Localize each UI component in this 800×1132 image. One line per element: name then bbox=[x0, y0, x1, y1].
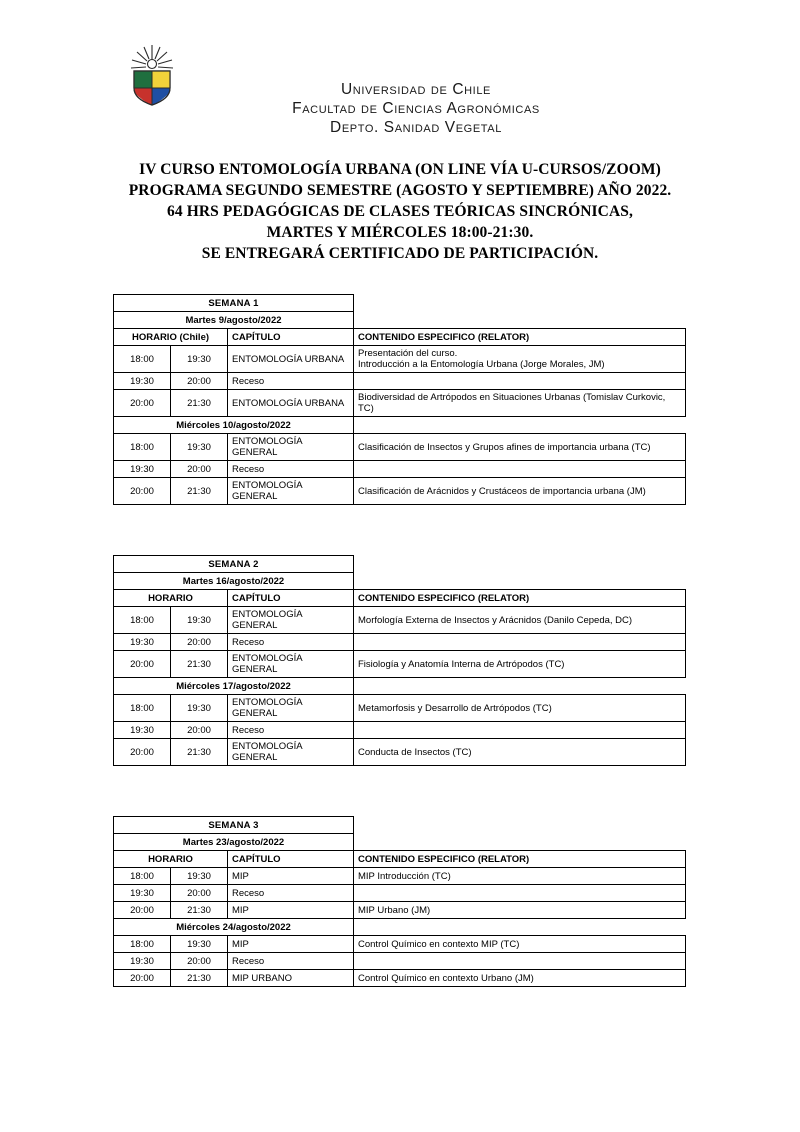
cell-chapter: Receso bbox=[228, 634, 354, 651]
cell-chapter: MIP bbox=[228, 902, 354, 919]
spacer-cell bbox=[354, 312, 686, 329]
cell-content: Clasificación de Insectos y Grupos afines de importancia urbana (TC) bbox=[354, 434, 686, 461]
title-line-3: 64 HRS PEDAGÓGICAS DE CLASES TEÓRICAS SINCRÓNICAS, bbox=[167, 203, 633, 220]
header-contenido: CONTENIDO ESPECIFICO (RELATOR) bbox=[354, 851, 686, 868]
cell-content: MIP Urbano (JM) bbox=[354, 902, 686, 919]
cell-start-time: 19:30 bbox=[114, 373, 171, 390]
table-row bbox=[114, 373, 686, 390]
column-headers-row bbox=[114, 590, 686, 607]
table-row bbox=[114, 634, 686, 651]
cell-chapter: ENTOMOLOGÍA URBANA bbox=[228, 390, 354, 417]
cell-content bbox=[354, 722, 686, 739]
cell-end-time: 20:00 bbox=[171, 953, 228, 970]
cell-content bbox=[354, 373, 686, 390]
spacer-cell bbox=[354, 417, 686, 434]
title-line-1: IV CURSO ENTOMOLOGÍA URBANA (ON LINE VÍA U-CURSOS/ZOOM) bbox=[139, 161, 661, 178]
cell-chapter: MIP bbox=[228, 936, 354, 953]
table-row bbox=[114, 885, 686, 902]
table-row bbox=[114, 739, 686, 766]
cell-end-time: 19:30 bbox=[171, 346, 228, 373]
week-title-row bbox=[114, 817, 686, 834]
title-line-5: SE ENTREGARÁ CERTIFICADO DE PARTICIPACIÓN. bbox=[201, 245, 599, 262]
department-name: Depto. Sanidad Vegetal bbox=[330, 119, 502, 136]
cell-start-time: 18:00 bbox=[114, 434, 171, 461]
cell-chapter: Receso bbox=[228, 373, 354, 390]
cell-end-time: 21:30 bbox=[171, 478, 228, 505]
table-row bbox=[114, 936, 686, 953]
cell-chapter: ENTOMOLOGÍA GENERAL bbox=[228, 478, 354, 505]
day-title-row bbox=[114, 678, 686, 695]
cell-start-time: 18:00 bbox=[114, 607, 171, 634]
header-contenido: CONTENIDO ESPECIFICO (RELATOR) bbox=[354, 590, 686, 607]
cell-start-time: 19:30 bbox=[114, 634, 171, 651]
week-title-row bbox=[114, 556, 686, 573]
schedule-table-week-3 bbox=[113, 816, 686, 987]
cell-content: Fisiología y Anatomía Interna de Artrópodos (TC) bbox=[354, 651, 686, 678]
university-heading bbox=[182, 44, 800, 137]
spacer-cell bbox=[354, 295, 686, 312]
cell-end-time: 19:30 bbox=[171, 434, 228, 461]
cell-content: Biodiversidad de Artrópodos en Situaciones Urbanas (Tomislav Curkovic, TC) bbox=[354, 390, 686, 417]
cell-content: Metamorfosis y Desarrollo de Artrópodos (TC) bbox=[354, 695, 686, 722]
cell-end-time: 19:30 bbox=[171, 868, 228, 885]
cell-content: MIP Introducción (TC) bbox=[354, 868, 686, 885]
cell-content bbox=[354, 346, 686, 373]
cell-start-time: 20:00 bbox=[114, 902, 171, 919]
faculty-name: Facultad de Ciencias Agronómicas bbox=[292, 100, 540, 117]
day-label: Miércoles 24/agosto/2022 bbox=[114, 919, 354, 936]
spacer-cell bbox=[354, 678, 686, 695]
day-label: Miércoles 17/agosto/2022 bbox=[114, 678, 354, 695]
spacer-cell bbox=[354, 817, 686, 834]
spacer-cell bbox=[354, 573, 686, 590]
table-row bbox=[114, 607, 686, 634]
cell-chapter: Receso bbox=[228, 722, 354, 739]
header-contenido: CONTENIDO ESPECIFICO (RELATOR) bbox=[354, 329, 686, 346]
day-label: Martes 9/agosto/2022 bbox=[114, 312, 354, 329]
table-row bbox=[114, 651, 686, 678]
cell-start-time: 18:00 bbox=[114, 346, 171, 373]
header-capitulo: CAPÍTULO bbox=[228, 851, 354, 868]
cell-start-time: 18:00 bbox=[114, 868, 171, 885]
week-label: SEMANA 3 bbox=[114, 817, 354, 834]
day-title-row bbox=[114, 417, 686, 434]
cell-start-time: 20:00 bbox=[114, 970, 171, 987]
header-capitulo: CAPÍTULO bbox=[228, 329, 354, 346]
cell-content: Clasificación de Arácnidos y Crustáceos de importancia urbana (JM) bbox=[354, 478, 686, 505]
cell-chapter: MIP bbox=[228, 868, 354, 885]
header-horario: HORARIO bbox=[114, 590, 228, 607]
cell-chapter: ENTOMOLOGÍA URBANA bbox=[228, 346, 354, 373]
table-row bbox=[114, 953, 686, 970]
table-row bbox=[114, 478, 686, 505]
cell-start-time: 19:30 bbox=[114, 461, 171, 478]
table-row bbox=[114, 346, 686, 373]
table-row bbox=[114, 868, 686, 885]
day-title-row bbox=[114, 919, 686, 936]
cell-content bbox=[354, 634, 686, 651]
table-row bbox=[114, 970, 686, 987]
header-horario: HORARIO bbox=[114, 851, 228, 868]
cell-end-time: 19:30 bbox=[171, 936, 228, 953]
cell-chapter: ENTOMOLOGÍA GENERAL bbox=[228, 695, 354, 722]
cell-content bbox=[354, 885, 686, 902]
table-row bbox=[114, 434, 686, 461]
column-headers-row bbox=[114, 851, 686, 868]
cell-end-time: 19:30 bbox=[171, 607, 228, 634]
cell-chapter: Receso bbox=[228, 461, 354, 478]
week-label: SEMANA 1 bbox=[114, 295, 354, 312]
cell-start-time: 19:30 bbox=[114, 885, 171, 902]
table-row bbox=[114, 390, 686, 417]
day-title-row bbox=[114, 834, 686, 851]
schedule-table-week-1 bbox=[113, 294, 686, 505]
content-line: Introducción a la Entomología Urbana (Jorge Morales, JM) bbox=[358, 359, 605, 370]
table-row bbox=[114, 722, 686, 739]
cell-content: Control Químico en contexto Urbano (JM) bbox=[354, 970, 686, 987]
header-capitulo: CAPÍTULO bbox=[228, 590, 354, 607]
title-line-2: PROGRAMA SEGUNDO SEMESTRE (AGOSTO Y SEPTIEMBRE) AÑO 2022. bbox=[128, 182, 672, 199]
cell-chapter: Receso bbox=[228, 953, 354, 970]
table-row bbox=[114, 461, 686, 478]
cell-end-time: 20:00 bbox=[171, 634, 228, 651]
week-title-row bbox=[114, 295, 686, 312]
cell-content bbox=[354, 461, 686, 478]
cell-end-time: 21:30 bbox=[171, 970, 228, 987]
table-row bbox=[114, 902, 686, 919]
table-row bbox=[114, 695, 686, 722]
header-horario: HORARIO (Chile) bbox=[114, 329, 228, 346]
day-title-row bbox=[114, 573, 686, 590]
cell-chapter: ENTOMOLOGÍA GENERAL bbox=[228, 607, 354, 634]
day-label: Martes 16/agosto/2022 bbox=[114, 573, 354, 590]
cell-end-time: 21:30 bbox=[171, 902, 228, 919]
cell-content bbox=[354, 953, 686, 970]
day-label: Miércoles 10/agosto/2022 bbox=[114, 417, 354, 434]
cell-chapter: ENTOMOLOGÍA GENERAL bbox=[228, 651, 354, 678]
cell-end-time: 21:30 bbox=[171, 651, 228, 678]
document-header bbox=[0, 0, 800, 137]
cell-end-time: 21:30 bbox=[171, 739, 228, 766]
day-label: Martes 23/agosto/2022 bbox=[114, 834, 354, 851]
cell-start-time: 18:00 bbox=[114, 936, 171, 953]
universidad-de-chile-crest-icon bbox=[122, 44, 182, 106]
spacer-cell bbox=[354, 834, 686, 851]
cell-end-time: 20:00 bbox=[171, 461, 228, 478]
cell-content: Morfología Externa de Insectos y Arácnidos (Danilo Cepeda, DC) bbox=[354, 607, 686, 634]
title-line-4: MARTES Y MIÉRCOLES 18:00-21:30. bbox=[266, 224, 534, 241]
university-name: Universidad de Chile bbox=[341, 81, 491, 98]
content-line: Presentación del curso. bbox=[358, 348, 458, 359]
cell-end-time: 20:00 bbox=[171, 373, 228, 390]
cell-chapter: Receso bbox=[228, 885, 354, 902]
cell-chapter: ENTOMOLOGÍA GENERAL bbox=[228, 739, 354, 766]
cell-start-time: 20:00 bbox=[114, 651, 171, 678]
column-headers-row bbox=[114, 329, 686, 346]
cell-end-time: 19:30 bbox=[171, 695, 228, 722]
week-label: SEMANA 2 bbox=[114, 556, 354, 573]
cell-end-time: 20:00 bbox=[171, 885, 228, 902]
cell-start-time: 19:30 bbox=[114, 953, 171, 970]
cell-content: Conducta de Insectos (TC) bbox=[354, 739, 686, 766]
spacer-cell bbox=[354, 556, 686, 573]
cell-chapter: ENTOMOLOGÍA GENERAL bbox=[228, 434, 354, 461]
cell-content: Control Químico en contexto MIP (TC) bbox=[354, 936, 686, 953]
cell-end-time: 21:30 bbox=[171, 390, 228, 417]
schedule-table-week-2 bbox=[113, 555, 686, 766]
cell-start-time: 20:00 bbox=[114, 478, 171, 505]
cell-start-time: 18:00 bbox=[114, 695, 171, 722]
cell-end-time: 20:00 bbox=[171, 722, 228, 739]
spacer-cell bbox=[354, 919, 686, 936]
cell-chapter: MIP URBANO bbox=[228, 970, 354, 987]
course-title-block bbox=[0, 159, 800, 264]
day-title-row bbox=[114, 312, 686, 329]
cell-start-time: 20:00 bbox=[114, 739, 171, 766]
cell-start-time: 20:00 bbox=[114, 390, 171, 417]
cell-start-time: 19:30 bbox=[114, 722, 171, 739]
